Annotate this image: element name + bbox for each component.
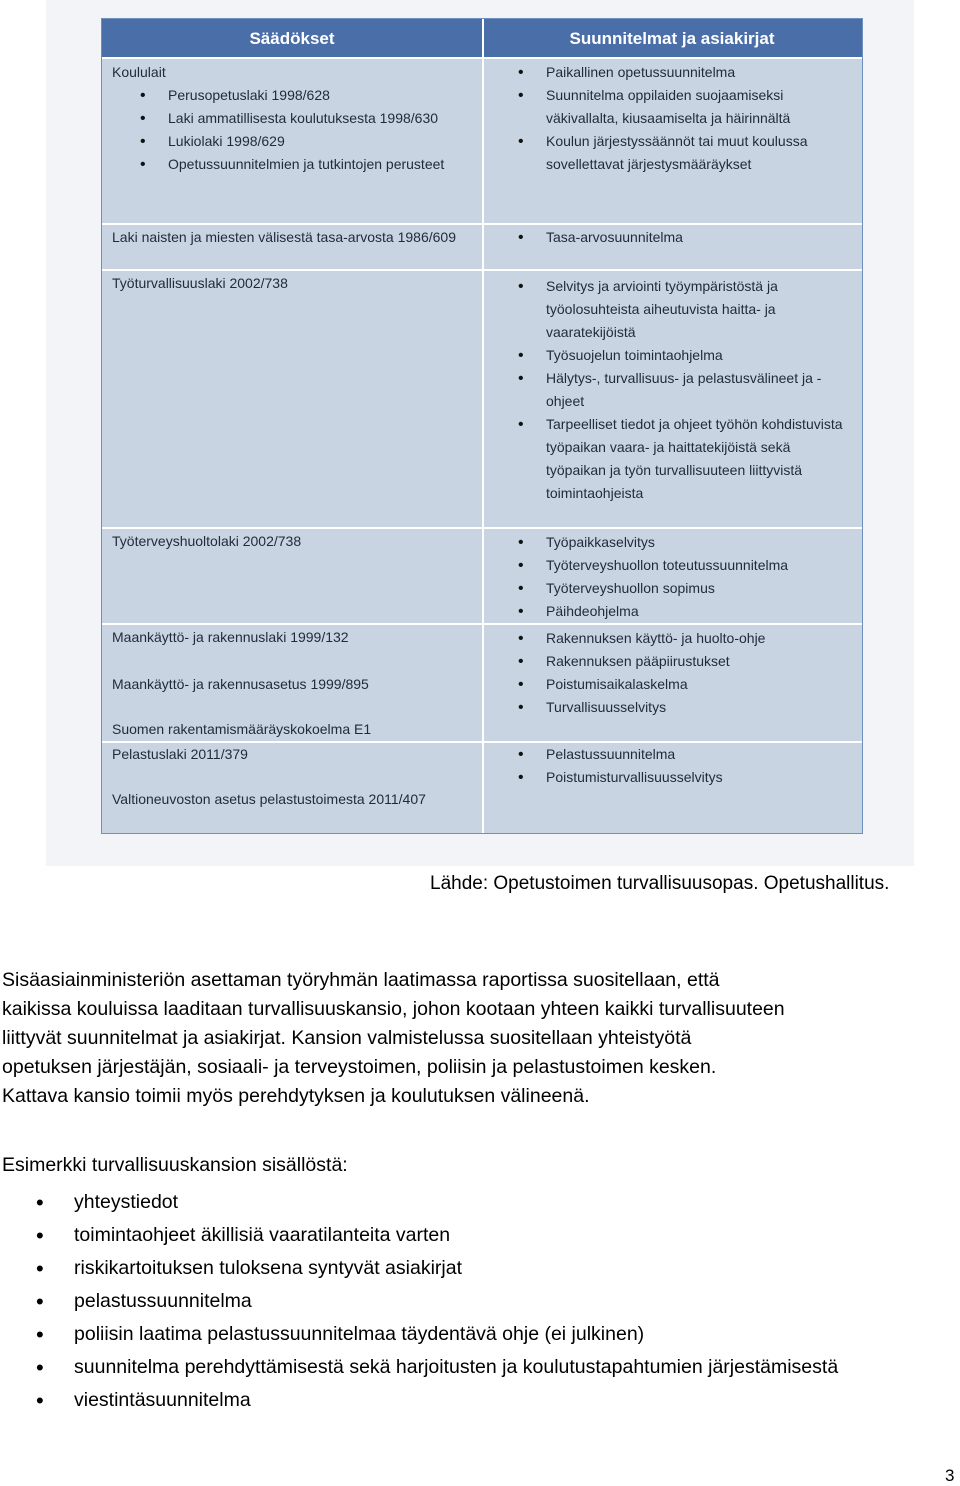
cell-title: Laki naisten ja miesten välisestä tasa-arvosta 1986/609 — [112, 229, 456, 245]
table-cell-building-plans — [518, 627, 853, 719]
list-item: • Tasa-arvosuunnitelma — [518, 226, 853, 249]
list-item: • yhteystiedot — [2, 1186, 902, 1219]
cell-title: Maankäyttö- ja rakennuslaki 1999/132 — [112, 629, 349, 645]
law-list — [112, 84, 472, 176]
list-item: • Työterveyshuollon sopimus — [518, 577, 853, 600]
list-title: Esimerkki turvallisuuskansion sisällöstä: — [2, 1154, 348, 1176]
list-item: • suunnitelma perehdyttämisestä sekä harjoitusten ja koulutustapahtumien järjestämisestä — [2, 1351, 854, 1384]
plan-list — [518, 531, 853, 623]
header-laws: Säädökset — [249, 29, 335, 48]
table-cell-health-care-plans — [518, 531, 853, 623]
list-item: • Poistumisaikalaskelma — [518, 673, 853, 696]
list-item: • viestintäsuunnitelma — [2, 1384, 902, 1417]
table-cell-rescue-laws — [112, 743, 472, 811]
cell-title: Pelastuslaki 2011/379 — [112, 746, 248, 762]
list-item: • Turvallisuusselvitys — [518, 696, 853, 719]
table-cell-health-care-law — [112, 530, 472, 553]
table-cell-school-plans — [518, 61, 853, 176]
plan-list — [518, 61, 853, 176]
contents-list — [2, 1186, 902, 1417]
list-item: • riskikartoituksen tuloksena syntyvät asiakirjat — [2, 1252, 902, 1285]
body-paragraph — [2, 966, 958, 1111]
table-cell-equality-law — [112, 226, 472, 249]
list-item: • Työpaikkaselvitys — [518, 531, 853, 554]
list-item: • Työterveyshuollon toteutussuunnitelma — [518, 554, 853, 577]
cell-title: Työturvallisuuslaki 2002/738 — [112, 275, 288, 291]
paragraph-line: liittyvät suunnitelmat ja asiakirjat. Kansion valmistelussa suositellaan yhteistyötä — [2, 1027, 692, 1049]
row-divider — [102, 57, 862, 59]
list-item: • Poistumisturvallisuusselvitys — [518, 766, 853, 789]
list-item: • Päihdeohjelma — [518, 600, 853, 623]
row-divider — [102, 269, 862, 271]
cell-title: Valtioneuvoston asetus pelastustoimesta 2011/407 — [112, 791, 426, 807]
header-plans: Suunnitelmat ja asiakirjat — [569, 29, 775, 48]
page-number: 3 — [945, 1466, 955, 1485]
paragraph-line: kaikissa kouluissa laaditaan turvallisuuskansio, johon kootaan yhteen kaikki turvallisuuteen — [2, 998, 785, 1020]
paragraph-line: Sisäasiainministeriön asettaman työryhmän laatimassa raportissa suositellaan, että — [2, 969, 720, 991]
cell-title: Suomen rakentamismääräyskokoelma E1 — [112, 721, 372, 737]
figure-source: Lähde: Opetustoimen turvallisuusopas. Opetushallitus. — [430, 873, 890, 894]
laws-plans-table — [101, 18, 863, 834]
list-item: • Lukiolaki 1998/629 — [112, 130, 472, 153]
list-item: • Työsuojelun toimintaohjelma — [518, 344, 853, 367]
list-item: • toimintaohjeet äkillisiä vaaratilanteita varten — [2, 1219, 902, 1252]
table-cell-occupational-safety-law — [112, 272, 472, 295]
list-item: • Rakennuksen käyttö- ja huolto-ohje — [518, 627, 853, 650]
list-item: • Koulun järjestyssäännöt tai muut koulussa sovellettavat järjestysmääräykset — [518, 130, 853, 176]
list-item: • Perusopetuslaki 1998/628 — [112, 84, 472, 107]
list-item: • Tarpeelliset tiedot ja ohjeet työhön kohdistuvista työpaikan vaara- ja haittatekijöistä sekä työpaikan ja työn turvallisuuteen liittyvistä toimintaohjeista — [518, 413, 853, 505]
list-item: • poliisin laatima pelastussuunnitelmaa täydentävä ohje (ei julkinen) — [2, 1318, 902, 1351]
cell-title: Työterveyshuoltolaki 2002/738 — [112, 533, 302, 549]
list-item: • Selvitys ja arviointi työympäristöstä ja työolosuhteista aiheutuvista haitta- ja vaaratekijöistä — [518, 275, 853, 344]
column-divider — [482, 19, 484, 833]
list-item: • pelastussuunnitelma — [2, 1285, 902, 1318]
table-cell-school-laws — [112, 61, 472, 176]
list-item: • Paikallinen opetussuunnitelma — [518, 61, 853, 84]
row-divider — [102, 623, 862, 625]
paragraph-line: Kattava kansio toimii myös perehdytyksen ja koulutuksen välineenä. — [2, 1085, 590, 1107]
list-item: • Rakennuksen pääpiirustukset — [518, 650, 853, 673]
paragraph-line: opetuksen järjestäjän, sosiaali- ja terveystoimen, poliisin ja pelastustoimen kesken. — [2, 1056, 717, 1078]
table-cell-occupational-safety-plans — [518, 275, 853, 505]
row-divider — [102, 223, 862, 225]
row-divider — [102, 527, 862, 529]
table-cell-equality-plan — [518, 226, 853, 249]
cell-title: Maankäyttö- ja rakennusasetus 1999/895 — [112, 676, 369, 692]
list-item: • Pelastussuunnitelma — [518, 743, 853, 766]
plan-list — [518, 275, 853, 505]
plan-list — [518, 226, 853, 249]
list-item: • Suunnitelma oppilaiden suojaamiseksi väkivallalta, kiusaamiselta ja häirinnältä — [518, 84, 853, 130]
list-item: • Opetussuunnitelmien ja tutkintojen perusteet — [112, 153, 472, 176]
plan-list — [518, 743, 853, 789]
table-cell-rescue-plans — [518, 743, 853, 789]
cell-title: Koululait — [112, 64, 166, 80]
list-item: • Laki ammatillisesta koulutuksesta 1998/630 — [112, 107, 472, 130]
plan-list — [518, 627, 853, 719]
table-cell-building-laws — [112, 626, 472, 741]
list-item: • Hälytys-, turvallisuus- ja pelastusvälineet ja -ohjeet — [518, 367, 853, 413]
